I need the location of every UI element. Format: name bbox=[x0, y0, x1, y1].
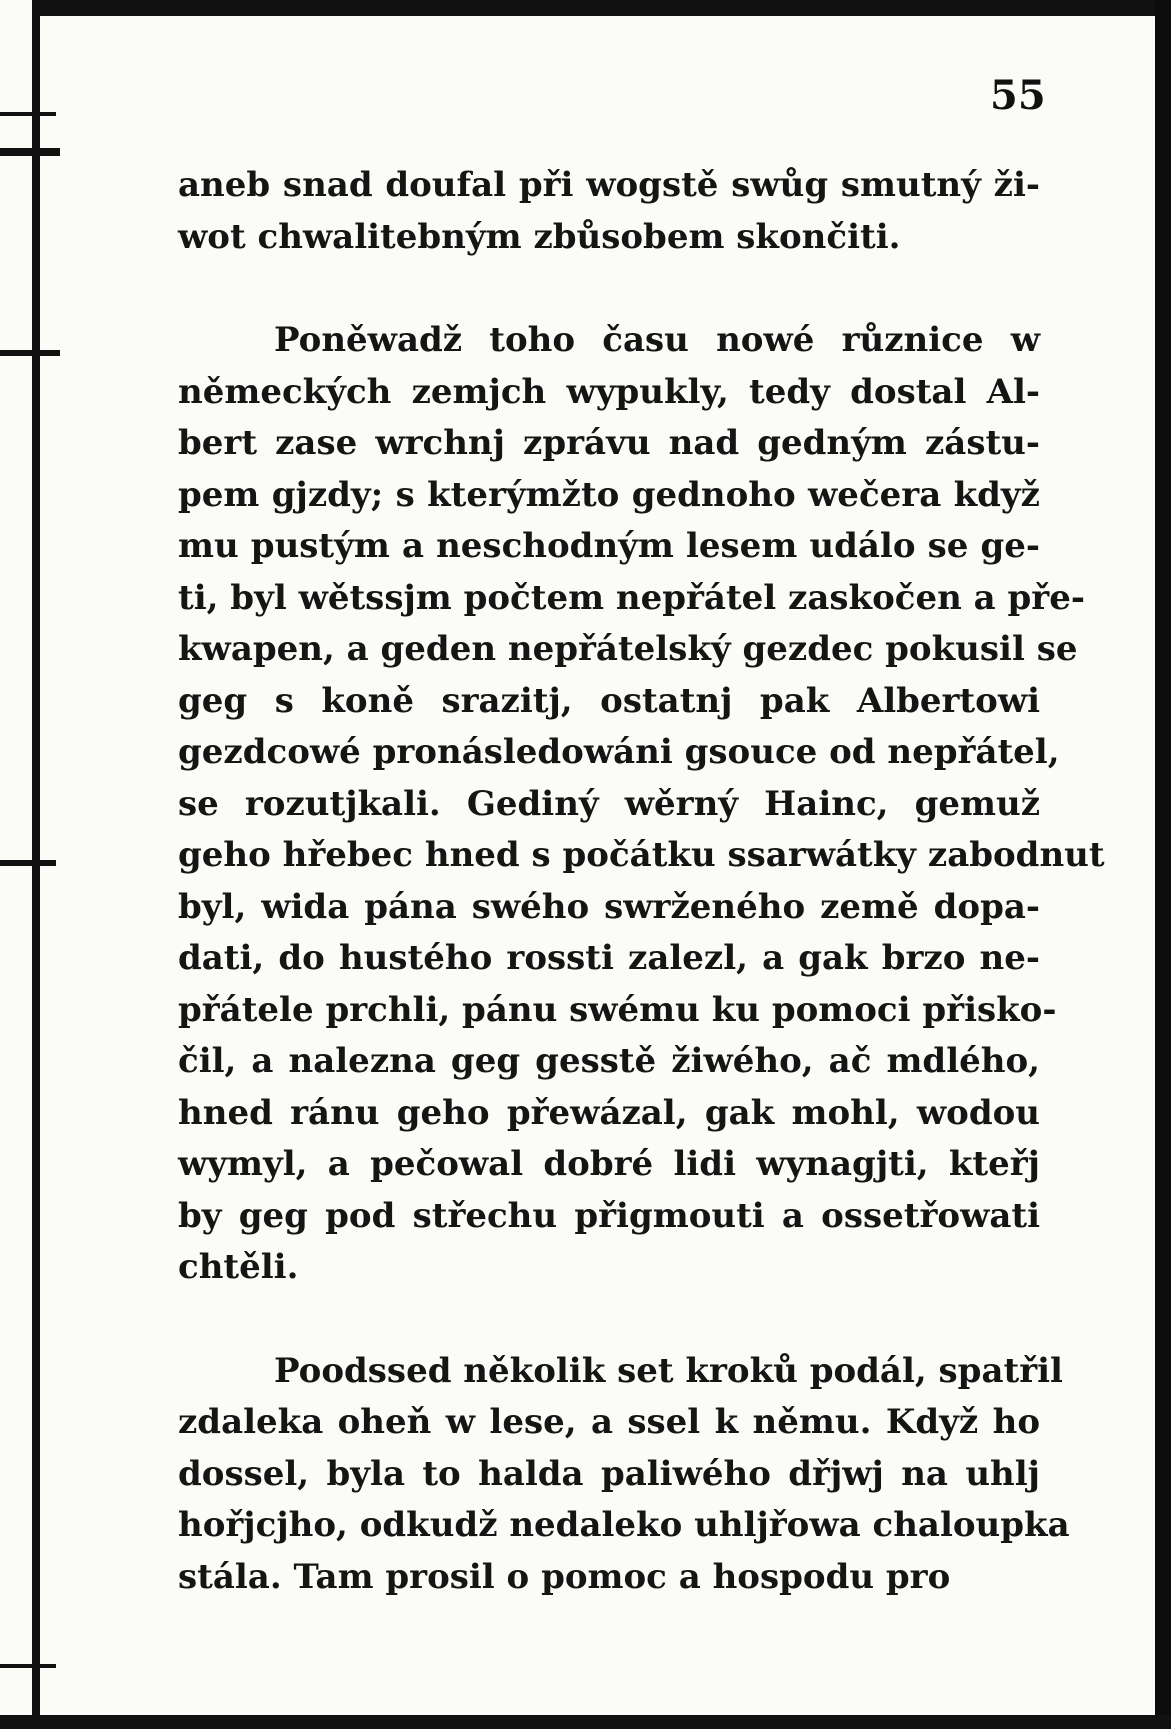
paragraph bbox=[178, 315, 1105, 1294]
text-line: geg s koně srazitj, ostatnj pak Albertowi bbox=[178, 680, 1040, 721]
page-number: 55 bbox=[990, 72, 1046, 119]
text-line: aneb snad doufal při wogstě swůg smutný ži- bbox=[178, 165, 1040, 205]
text-line: se rozutjkali. Gediný wěrný Hainc, gemuž bbox=[178, 783, 1040, 824]
text-line: zdaleka oheň w lese, a ssel k němu. Když ho bbox=[178, 1402, 1040, 1442]
text-line: Poodssed několik set kroků podál, spatřil bbox=[274, 1350, 1063, 1391]
binding-tick bbox=[0, 860, 56, 866]
text-line: chtěli. bbox=[178, 1247, 299, 1287]
text-line: německých zemjch wypukly, tedy dostal Al- bbox=[178, 371, 1040, 412]
scan-border-top bbox=[0, 0, 1171, 16]
text-line: gezdcowé pronásledowáni gsouce od nepřátel, bbox=[178, 732, 1060, 772]
binding-tick bbox=[0, 1664, 56, 1668]
text-line: hned ránu geho přewázal, gak mohl, wodou bbox=[178, 1092, 1040, 1133]
text-line: wymyl, a pečowal dobré lidi wynagjti, kteřj bbox=[178, 1144, 1040, 1184]
scan-border-right bbox=[1155, 0, 1171, 1729]
text-line: mu pustým a neschodným lesem událo se ge- bbox=[178, 526, 1040, 566]
paragraph-gap bbox=[178, 263, 1040, 315]
text-line: dati, do hustého rossti zalezl, a gak brzo ne- bbox=[178, 938, 1040, 978]
binding-tick bbox=[0, 112, 56, 116]
text-line: pem gjzdy; s kterýmžto gednoho wečera když bbox=[178, 474, 1040, 515]
text-line: čil, a nalezna geg gesstě žiwého, ač mdlého, bbox=[178, 1041, 1040, 1081]
scan-border-bottom bbox=[0, 1715, 1171, 1729]
binding-tick bbox=[0, 148, 60, 156]
text-line: bert zase wrchnj zprávu nad gedným zástu- bbox=[178, 423, 1040, 463]
paragraph bbox=[178, 1346, 1070, 1604]
paragraph-gap bbox=[178, 1294, 1040, 1346]
text-line: ti, byl wětssjm počtem nepřátel zaskočen a pře- bbox=[178, 577, 1085, 618]
body-text bbox=[178, 160, 1105, 1603]
text-line: přátele prchli, pánu swému ku pomoci přisko- bbox=[178, 989, 1057, 1030]
text-line: kwapen, a geden nepřátelský gezdec pokusil se bbox=[178, 629, 1078, 669]
text-line: stála. Tam prosil o pomoc a hospodu pro bbox=[178, 1556, 951, 1597]
text-line: Poněwadž toho času nowé různice w bbox=[274, 320, 1040, 360]
text-line: dossel, byla to halda paliwého dřjwj na uhlj bbox=[178, 1453, 1040, 1494]
text-line: geho hřebec hned s počátku ssarwátky zabodnut bbox=[178, 835, 1105, 875]
text-line: wot chwalitebným zbůsobem skončiti. bbox=[178, 216, 901, 257]
binding-tick bbox=[0, 350, 60, 356]
text-line: byl, wida pána swého swrženého země dopa- bbox=[178, 886, 1040, 927]
paragraph bbox=[178, 160, 1040, 263]
text-line: hořjcjho, odkudž nedaleko uhljřowa chaloupka bbox=[178, 1505, 1070, 1545]
text-line: by geg pod střechu přigmouti a ossetřowati bbox=[178, 1195, 1040, 1236]
